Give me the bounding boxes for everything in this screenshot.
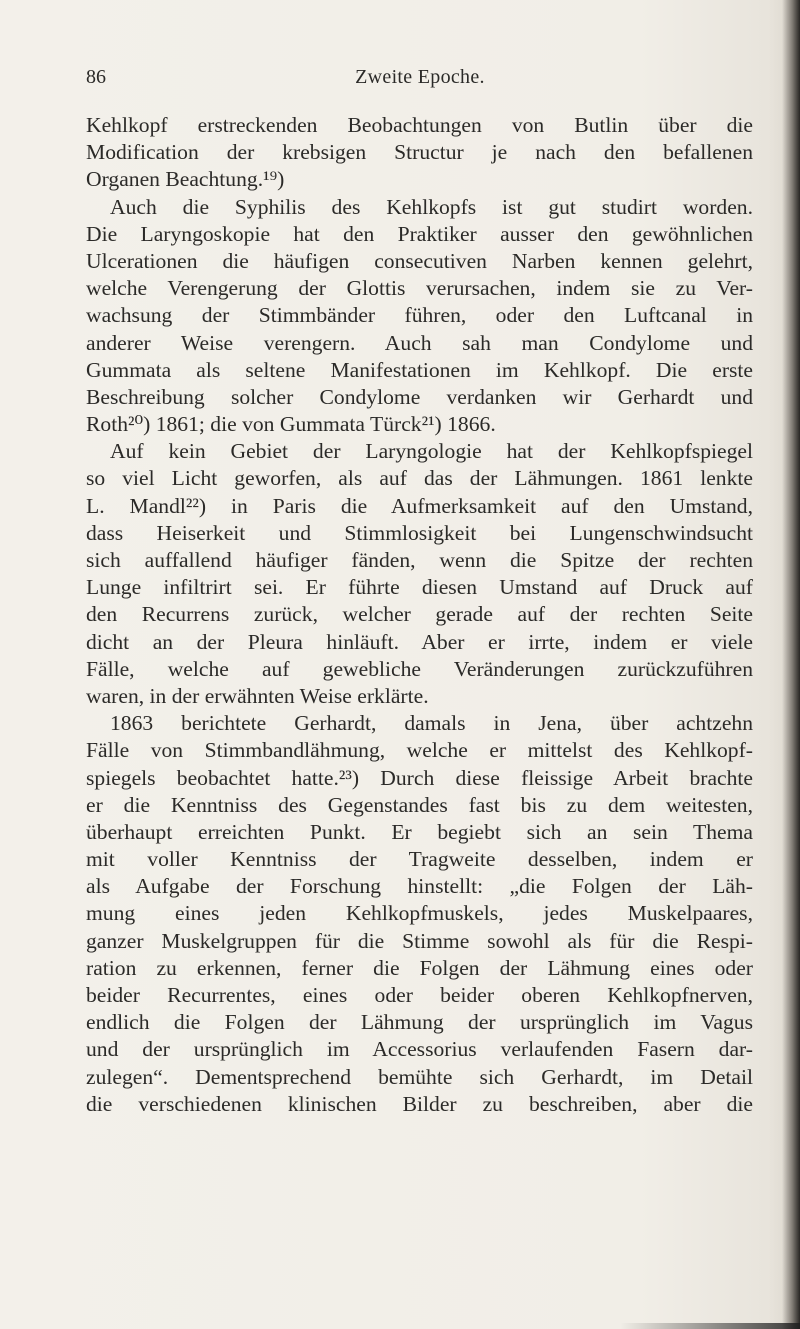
text-line: beider Recurrentes, eines oder beider oberen Kehlkopfnerven, — [86, 983, 753, 1007]
body-text — [86, 112, 753, 1118]
text-line: mung eines jeden Kehlkopfmuskels, jedes Muskelpaares, — [86, 901, 753, 926]
text-line: als Aufgabe der Forschung hinstellt: „die Folgen der Läh- — [86, 874, 753, 899]
page-bottom-edge — [620, 1323, 800, 1329]
text-line: er die Kenntniss des Gegenstandes fast bis zu dem weitesten, — [86, 792, 753, 817]
text-line: ganzer Muskelgruppen für die Stimme sowohl als für die Respi- — [86, 928, 753, 953]
text-line: anderer Weise verengern. Auch sah man Condylome und — [86, 330, 753, 355]
text-line: waren, in der erwähnten Weise erklärte. — [86, 683, 429, 708]
text-line: endlich die Folgen der Lähmung der ursprünglich im Vagus — [86, 1010, 753, 1035]
text-line: die verschiedenen klinischen Bilder zu beschreiben, aber die — [86, 1091, 753, 1116]
text-line: mit voller Kenntniss der Tragweite desselben, indem er — [86, 847, 753, 872]
text-line: so viel Licht geworfen, als auf das der Lähmungen. 1861 lenkte — [86, 466, 753, 491]
text-line: Roth²⁰) 1861; die von Gummata Türck²¹) 1866. — [86, 412, 496, 437]
text-line: sich auffallend häufiger fänden, wenn die Spitze der rechten — [86, 548, 753, 572]
text-line: Gummata als seltene Manifestationen im Kehlkopf. Die erste — [86, 357, 753, 382]
text-line: Ulcerationen die häufigen consecutiven Narben kennen gelehrt, — [86, 248, 753, 273]
text-line: Beschreibung solcher Condylome verdanken wir Gerhardt und — [86, 384, 753, 409]
text-line: spiegels beobachtet hatte.²³) Durch diese fleissige Arbeit brachte — [86, 765, 753, 790]
text-line: Organen Beachtung.¹⁹) — [86, 167, 285, 192]
text-line: den Recurrens zurück, welcher gerade auf der rechten Seite — [86, 602, 753, 627]
page-edge-shadow — [782, 0, 800, 1329]
text-line: dicht an der Pleura hinläuft. Aber er irrte, indem er viele — [86, 629, 753, 654]
text-line: Kehlkopf erstreckenden Beobachtungen von Butlin über die — [86, 113, 753, 137]
text-line: und der ursprünglich im Accessorius verlaufenden Fasern dar- — [86, 1037, 753, 1062]
text-line: ration zu erkennen, ferner die Folgen der Lähmung eines oder — [86, 955, 753, 980]
text-line: Auf kein Gebiet der Laryngologie hat der Kehlkopfspiegel — [110, 439, 753, 464]
text-line: Auch die Syphilis des Kehlkopfs ist gut studirt worden. — [110, 194, 753, 219]
running-head — [86, 66, 754, 92]
text-line: Modification der krebsigen Structur je nach den befallenen — [86, 140, 753, 165]
text-line: Fälle, welche auf gewebliche Veränderungen zurückzuführen — [86, 656, 753, 681]
text-line: welche Verengerung der Glottis verursachen, indem sie zu Ver- — [86, 276, 753, 301]
text-line: überhaupt erreichten Punkt. Er begiebt sich an sein Thema — [86, 819, 753, 844]
text-line: Fälle von Stimmbandlähmung, welche er mittelst des Kehlkopf- — [86, 738, 753, 763]
page-number: 86 — [86, 66, 106, 88]
text-line: wachsung der Stimmbänder führen, oder den Luftcanal in — [86, 303, 753, 328]
running-title: Zweite Epoche. — [355, 66, 485, 88]
text-line: Die Laryngoskopie hat den Praktiker ausser den gewöhnlichen — [86, 221, 753, 246]
text-line: L. Mandl²²) in Paris die Aufmerksamkeit auf den Umstand, — [86, 493, 753, 518]
text-line: dass Heiserkeit und Stimmlosigkeit bei Lungenschwindsucht — [86, 520, 753, 545]
text-line: zulegen“. Dementsprechend bemühte sich Gerhardt, im Detail — [86, 1064, 753, 1089]
text-line: Lunge infiltrirt sei. Er führte diesen Umstand auf Druck auf — [86, 575, 753, 600]
text-line: 1863 berichtete Gerhardt, damals in Jena, über achtzehn — [110, 711, 753, 736]
